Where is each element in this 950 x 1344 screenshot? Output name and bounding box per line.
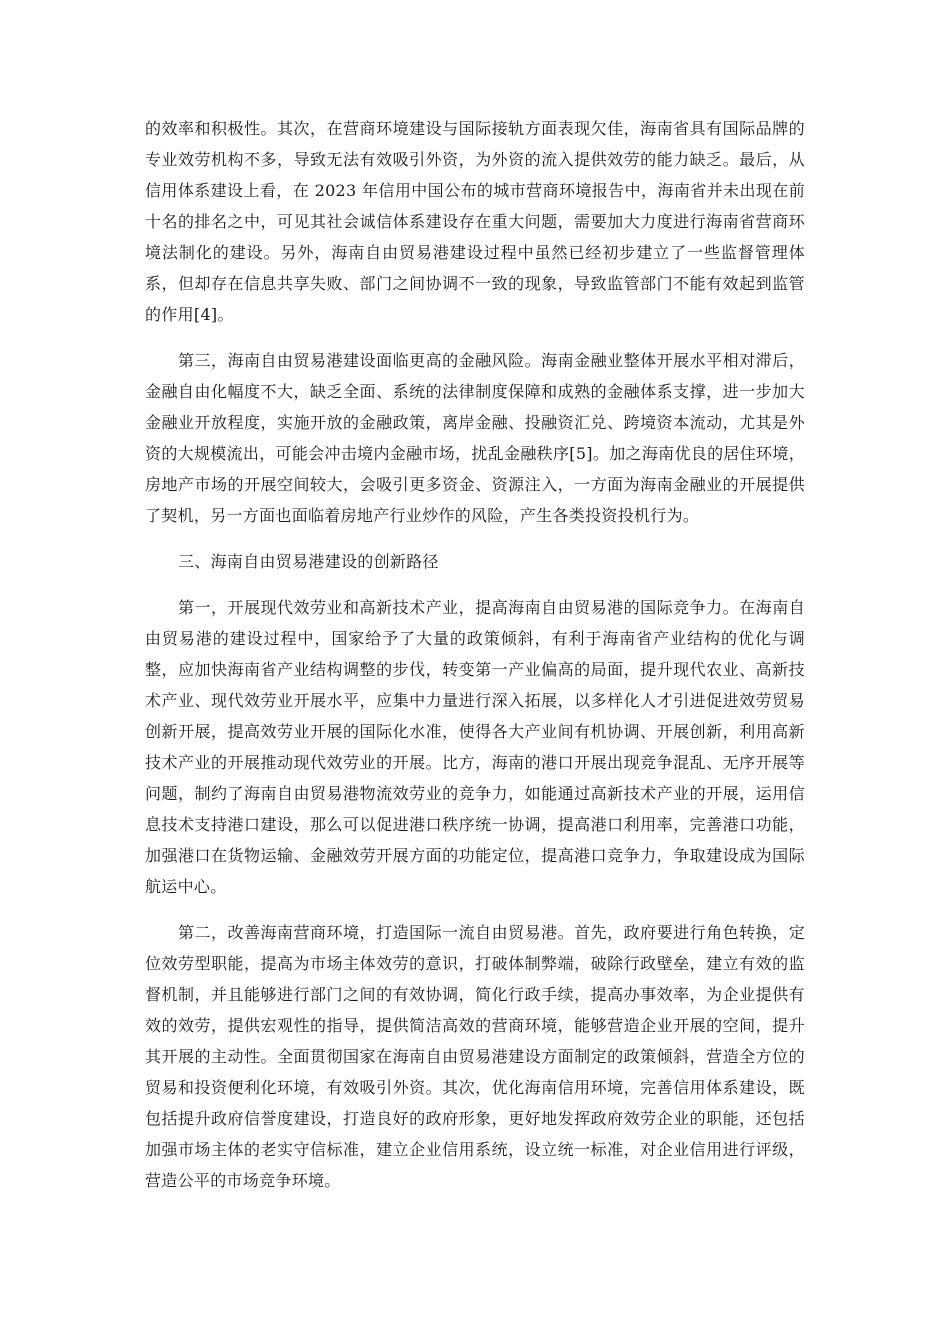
paragraph-industry-development: 第一，开展现代效劳业和高新技术产业，提高海南自由贸易港的国际竞争力。在海南自由贸易港的建设过程中，国家给予了大量的政策倾斜，有利于海南省产业结构的优化与调整，应加快海南省产业结构调整的步伐，转变第一产业偏高的局面，提升现代农业、高新技术产业、现代效劳业开展水平，应集中力量进行深入拓展，以多样化人才引进促进效劳贸易创新开展，提高效劳业开展的国际化水准，使得各大产业间有机协调、开展创新，利用高新技术产业的开展推动现代效劳业的开展。比方，海南的港口开展出现竞争混乱、无序开展等问题，制约了海南自由贸易港物流效劳业的竞争力，如能通过高新技术产业的开展，运用信息技术支持港口建设，那么可以促进港口秩序统一协调，提高港口利用率，完善港口功能，加强港口在货物运输、金融效劳开展方面的功能定位，提高港口竞争力，争取建设成为国际航运中心。 bbox=[145, 598, 805, 896]
section-heading: 三、海南自由贸易港建设的创新路径 bbox=[178, 552, 439, 571]
document-body bbox=[145, 113, 805, 1196]
paragraph-continuation: 的效率和积极性。其次，在营商环境建设与国际接轨方面表现欠佳，海南省具有国际品牌的专业效劳机构不多，导致无法有效吸引外资，为外资的流入提供效劳的能力缺乏。最后，从信用体系建设上看，在 2023 年信用中国公布的城市营商环境报告中，海南省并未出现在前十名的排名之中，可见其社会诚信体系建设存在重大问题，需要加大力度进行海南省营商环境法制化的建设。另外，海南自由贸易港建设过程中虽然已经初步建立了一些监督管理体系，但却存在信息共享失败、部门之间协调不一致的现象，导致监管部门不能有效起到监管的作用[4]。 bbox=[145, 119, 805, 324]
paragraph-financial-risk: 第三，海南自由贸易港建设面临更高的金融风险。海南金融业整体开展水平相对滞后，金融自由化幅度不大，缺乏全面、系统的法律制度保障和成熟的金融体系支撑，进一步加大金融业开放程度，实施开放的金融政策，离岸金融、投融资汇兑、跨境资本流动，尤其是外资的大规模流出，可能会冲击境内金融市场，扰乱金融秩序[5]。加之海南优良的居住环境，房地产市场的开展空间较大，会吸引更多资金、资源注入，一方面为海南金融业的开展提供了契机，另一方面也面临着房地产行业炒作的风险，产生各类投资投机行为。 bbox=[145, 351, 805, 525]
paragraph-business-environment: 第二，改善海南营商环境，打造国际一流自由贸易港。首先，政府要进行角色转换，定位效劳型职能，提高为市场主体效劳的意识，打破体制弊端，破除行政壁垒，建立有效的监督机制，并且能够进行部门之间的有效协调，简化行政手续，提高办事效率，为企业提供有效的效劳，提供宏观性的指导，提供简洁高效的营商环境，能够营造企业开展的空间，提升其开展的主动性。全面贯彻国家在海南自由贸易港建设方面制定的政策倾斜，营造全方位的贸易和投资便利化环境，有效吸引外资。其次，优化海南信用环境，完善信用体系建设，既包括提升政府信誉度建设，打造良好的政府形象，更好地发挥政府效劳企业的职能，还包括加强市场主体的老实守信标准，建立企业信用系统，设立统一标准，对企业信用进行评级，营造公平的市场竞争环境。 bbox=[145, 923, 805, 1190]
